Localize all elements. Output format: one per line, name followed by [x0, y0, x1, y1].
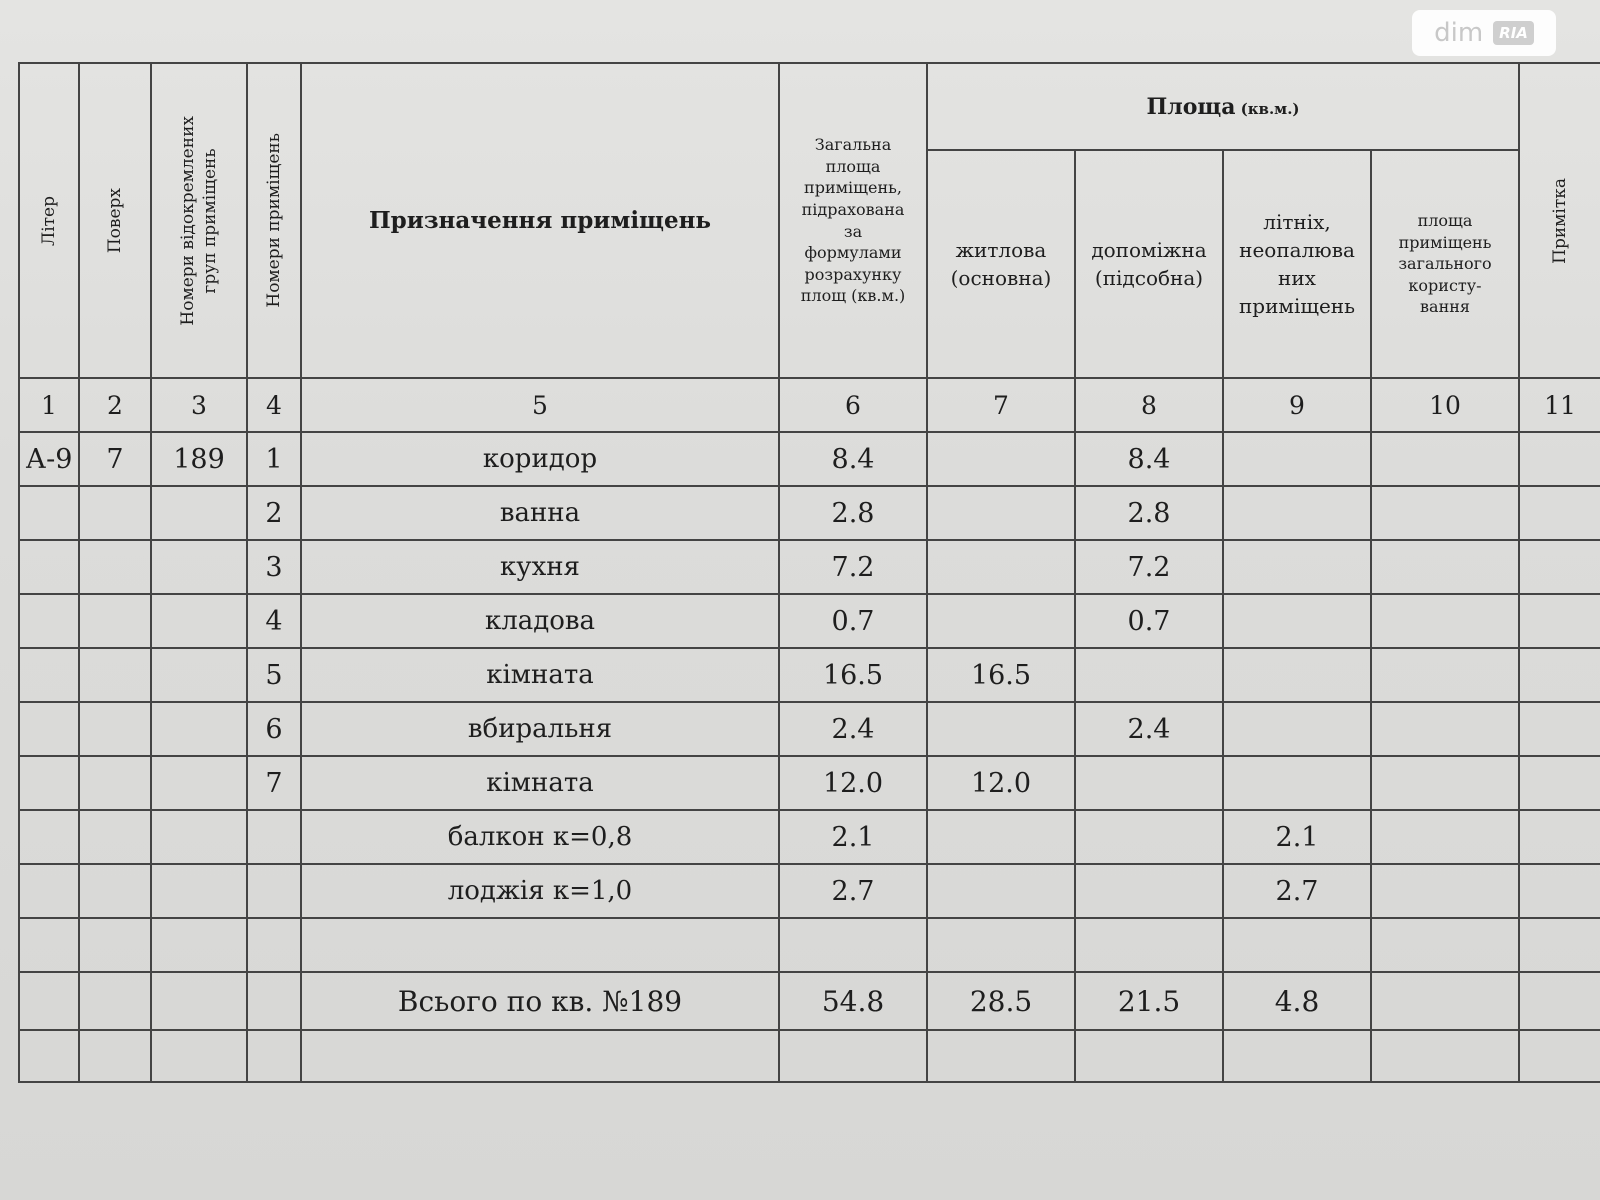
- cell-summer: [1223, 648, 1371, 702]
- dimria-watermark: [1412, 10, 1556, 56]
- cell-total: 2.4: [779, 702, 927, 756]
- cell-living: [927, 432, 1075, 486]
- cell-total: 2.7: [779, 864, 927, 918]
- cell-floor: [79, 756, 151, 810]
- column-number: 9: [1223, 378, 1371, 432]
- cell-common: [1371, 648, 1519, 702]
- cell-total: 0.7: [779, 594, 927, 648]
- header-floor: Поверх: [79, 63, 151, 378]
- table-row: [19, 432, 1600, 486]
- cell-liter: [19, 594, 79, 648]
- column-number: 1: [19, 378, 79, 432]
- total-aux: 21.5: [1075, 972, 1223, 1030]
- total-summer: 4.8: [1223, 972, 1371, 1030]
- cell-liter: [19, 540, 79, 594]
- cell-num: 2: [247, 486, 301, 540]
- cell-common: [1371, 810, 1519, 864]
- cell-note: [1519, 594, 1600, 648]
- cell-aux: 7.2: [1075, 540, 1223, 594]
- cell-name: кухня: [301, 540, 779, 594]
- cell-living: 16.5: [927, 648, 1075, 702]
- column-number: 2: [79, 378, 151, 432]
- cell-aux: [1075, 810, 1223, 864]
- cell-total: 7.2: [779, 540, 927, 594]
- cell-num: 3: [247, 540, 301, 594]
- cell-floor: [79, 864, 151, 918]
- cell-total: 2.8: [779, 486, 927, 540]
- cell-aux: 8.4: [1075, 432, 1223, 486]
- cell-name: кладова: [301, 594, 779, 648]
- cell-summer: [1223, 486, 1371, 540]
- cell-name: вбиральня: [301, 702, 779, 756]
- cell-aux: [1075, 648, 1223, 702]
- cell-num: [247, 864, 301, 918]
- cell-total: 16.5: [779, 648, 927, 702]
- cell-summer: [1223, 540, 1371, 594]
- cell-num: [247, 810, 301, 864]
- cell-liter: А-9: [19, 432, 79, 486]
- column-number: 3: [151, 378, 247, 432]
- table-row: [19, 594, 1600, 648]
- cell-note: [1519, 864, 1600, 918]
- table-row: [19, 702, 1600, 756]
- total-row: [19, 972, 1600, 1030]
- total-label: Всього по кв. №189: [301, 972, 779, 1030]
- cell-floor: [79, 702, 151, 756]
- table-row: [19, 864, 1600, 918]
- cell-group: [151, 702, 247, 756]
- cell-floor: [79, 594, 151, 648]
- cell-note: [1519, 648, 1600, 702]
- header-liter: Літер: [19, 63, 79, 378]
- cell-liter: [19, 810, 79, 864]
- cell-liter: [19, 648, 79, 702]
- cell-num: 5: [247, 648, 301, 702]
- cell-living: [927, 702, 1075, 756]
- cell-aux: 2.8: [1075, 486, 1223, 540]
- cell-summer: [1223, 756, 1371, 810]
- cell-living: [927, 864, 1075, 918]
- cell-living: [927, 486, 1075, 540]
- total-living: 28.5: [927, 972, 1075, 1030]
- watermark-text: dim: [1434, 18, 1484, 48]
- column-number: 4: [247, 378, 301, 432]
- cell-common: [1371, 864, 1519, 918]
- column-number: 6: [779, 378, 927, 432]
- total-note: [1519, 972, 1600, 1030]
- cell-liter: [19, 702, 79, 756]
- cell-common: [1371, 756, 1519, 810]
- cell-liter: [19, 486, 79, 540]
- header-summer: літніх, неопалюва них приміщень: [1223, 150, 1371, 378]
- cell-floor: [79, 810, 151, 864]
- cell-group: [151, 594, 247, 648]
- cell-common: [1371, 432, 1519, 486]
- header-purpose: Призначення приміщень: [301, 63, 779, 378]
- cell-common: [1371, 594, 1519, 648]
- cell-common: [1371, 540, 1519, 594]
- column-number: 8: [1075, 378, 1223, 432]
- cell-living: 12.0: [927, 756, 1075, 810]
- cell-name: кімната: [301, 648, 779, 702]
- cell-note: [1519, 756, 1600, 810]
- cell-floor: [79, 540, 151, 594]
- cell-total: 12.0: [779, 756, 927, 810]
- header-groups: Номери відокремлених груп приміщень: [151, 63, 247, 378]
- cell-living: [927, 594, 1075, 648]
- cell-num: 6: [247, 702, 301, 756]
- cell-note: [1519, 432, 1600, 486]
- cell-note: [1519, 702, 1600, 756]
- cell-floor: [79, 486, 151, 540]
- cell-liter: [19, 864, 79, 918]
- table-row: [19, 486, 1600, 540]
- cell-liter: [19, 756, 79, 810]
- cell-name: кімната: [301, 756, 779, 810]
- cell-aux: 0.7: [1075, 594, 1223, 648]
- cell-group: [151, 648, 247, 702]
- cell-name: балкон к=0,8: [301, 810, 779, 864]
- cell-floor: 7: [79, 432, 151, 486]
- header-total-area: Загальна площа приміщень, підрахована за формулами розрахунку площ (кв.м.): [779, 63, 927, 378]
- cell-common: [1371, 702, 1519, 756]
- cell-num: 1: [247, 432, 301, 486]
- column-number: 11: [1519, 378, 1600, 432]
- cell-aux: 2.4: [1075, 702, 1223, 756]
- cell-num: 4: [247, 594, 301, 648]
- cell-summer: 2.7: [1223, 864, 1371, 918]
- table-row: [19, 540, 1600, 594]
- cell-floor: [79, 648, 151, 702]
- cell-group: [151, 810, 247, 864]
- cell-name: ванна: [301, 486, 779, 540]
- cell-summer: [1223, 432, 1371, 486]
- header-note: Примітка: [1519, 63, 1600, 378]
- table-row: [19, 810, 1600, 864]
- cell-name: коридор: [301, 432, 779, 486]
- header-room-numbers: Номери приміщень: [247, 63, 301, 378]
- cell-total: 2.1: [779, 810, 927, 864]
- cell-group: [151, 540, 247, 594]
- column-number: 5: [301, 378, 779, 432]
- cell-group: 189: [151, 432, 247, 486]
- cell-summer: 2.1: [1223, 810, 1371, 864]
- table-row: [19, 648, 1600, 702]
- blank-row: [19, 1030, 1600, 1082]
- header-auxiliary: допоміжна (підсобна): [1075, 150, 1223, 378]
- cell-note: [1519, 486, 1600, 540]
- cell-total: 8.4: [779, 432, 927, 486]
- column-numbers-row: [19, 378, 1600, 432]
- cell-aux: [1075, 756, 1223, 810]
- cell-living: [927, 540, 1075, 594]
- watermark-badge: RIA: [1493, 21, 1534, 45]
- column-number: 7: [927, 378, 1075, 432]
- header-common: площа приміщень загального користу- вання: [1371, 150, 1519, 378]
- table-row: [19, 756, 1600, 810]
- cell-group: [151, 756, 247, 810]
- header-area-group: Площа (кв.м.): [927, 63, 1519, 150]
- cell-group: [151, 486, 247, 540]
- cell-note: [1519, 540, 1600, 594]
- cell-living: [927, 810, 1075, 864]
- cell-num: 7: [247, 756, 301, 810]
- cell-note: [1519, 810, 1600, 864]
- header-living: житлова (основна): [927, 150, 1075, 378]
- cell-summer: [1223, 594, 1371, 648]
- blank-row: [19, 918, 1600, 972]
- room-area-table: [18, 62, 1600, 1083]
- cell-aux: [1075, 864, 1223, 918]
- cell-group: [151, 864, 247, 918]
- cell-summer: [1223, 702, 1371, 756]
- cell-common: [1371, 486, 1519, 540]
- cell-name: лоджія к=1,0: [301, 864, 779, 918]
- total-common: [1371, 972, 1519, 1030]
- column-number: 10: [1371, 378, 1519, 432]
- total-area: 54.8: [779, 972, 927, 1030]
